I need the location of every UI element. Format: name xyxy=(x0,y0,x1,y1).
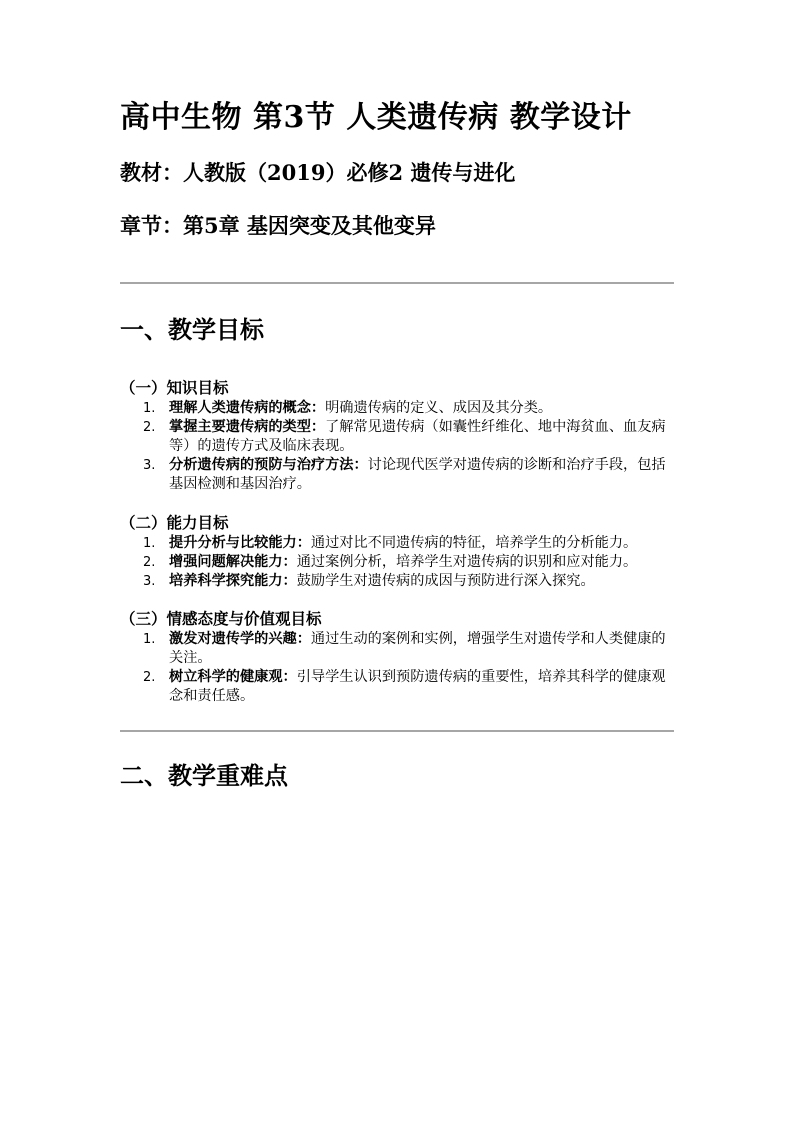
item-description: 明确遗传病的定义、成因及其分类。 xyxy=(325,400,553,416)
item-key-phrase: 提升分析与比较能力： xyxy=(169,535,311,551)
list-number: 2. xyxy=(143,670,156,685)
divider xyxy=(120,282,674,284)
document-content xyxy=(120,96,675,791)
item-key-phrase: 激发对遗传学的兴趣： xyxy=(169,631,311,647)
item-key-phrase: 增强问题解决能力： xyxy=(169,554,297,570)
list-item xyxy=(120,456,675,494)
list-number: 3. xyxy=(143,574,156,589)
item-key-phrase: 掌握主要遗传病的类型： xyxy=(169,419,326,435)
item-description: 通过对比不同遗传病的特征，培养学生的分析能力。 xyxy=(310,535,638,551)
section-heading-key-points: 二、教学重难点 xyxy=(120,761,288,790)
list-item xyxy=(120,630,675,668)
subsection-heading-values: （三）情感态度与价值观目标 xyxy=(120,609,322,628)
list-number: 1. xyxy=(143,401,156,416)
item-description: 通过生动的案例和实例，增强学生对遗传学和人类健康的关注。 xyxy=(169,631,666,666)
subsection-heading-knowledge: （一）知识目标 xyxy=(120,378,229,397)
item-description: 通过案例分析，培养学生对遗传病的识别和应对能力。 xyxy=(296,554,638,570)
item-key-phrase: 分析遗传病的预防与治疗方法： xyxy=(169,457,368,473)
list-item xyxy=(120,553,675,572)
list-number: 1. xyxy=(143,536,156,551)
textbook-line: 教材：人教版（2019）必修2 遗传与进化 xyxy=(120,160,516,185)
list-item xyxy=(120,399,675,418)
list-item xyxy=(120,418,675,456)
list-number: 1. xyxy=(143,632,156,647)
item-description: 鼓励学生对遗传病的成因与预防进行深入探究。 xyxy=(296,573,595,589)
section-heading-objectives: 一、教学目标 xyxy=(120,315,264,344)
subsection-heading-ability: （二）能力目标 xyxy=(120,513,229,532)
ability-objectives-list xyxy=(120,534,675,591)
list-number: 3. xyxy=(143,458,156,473)
list-number: 2. xyxy=(143,420,156,435)
item-description: 讨论现代医学对遗传病的诊断和治疗手段，包括基因检测和基因治疗。 xyxy=(169,457,666,492)
knowledge-objectives-list xyxy=(120,399,675,494)
chapter-line: 章节：第5章 基因突变及其他变异 xyxy=(120,213,436,238)
item-key-phrase: 树立科学的健康观： xyxy=(169,669,297,685)
values-objectives-list xyxy=(120,630,675,706)
divider xyxy=(120,730,674,732)
list-number: 2. xyxy=(143,555,156,570)
document-title: 高中生物 第3节 人类遗传病 教学设计 xyxy=(120,100,632,135)
item-description: 了解常见遗传病（如囊性纤维化、地中海贫血、血友病等）的遗传方式及临床表现。 xyxy=(169,419,666,454)
item-key-phrase: 理解人类遗传病的概念： xyxy=(169,400,326,416)
list-item xyxy=(120,572,675,591)
item-description: 引导学生认识到预防遗传病的重要性，培养其科学的健康观念和责任感。 xyxy=(169,669,666,704)
list-item xyxy=(120,668,675,706)
item-key-phrase: 培养科学探究能力： xyxy=(169,573,297,589)
list-item xyxy=(120,534,675,553)
